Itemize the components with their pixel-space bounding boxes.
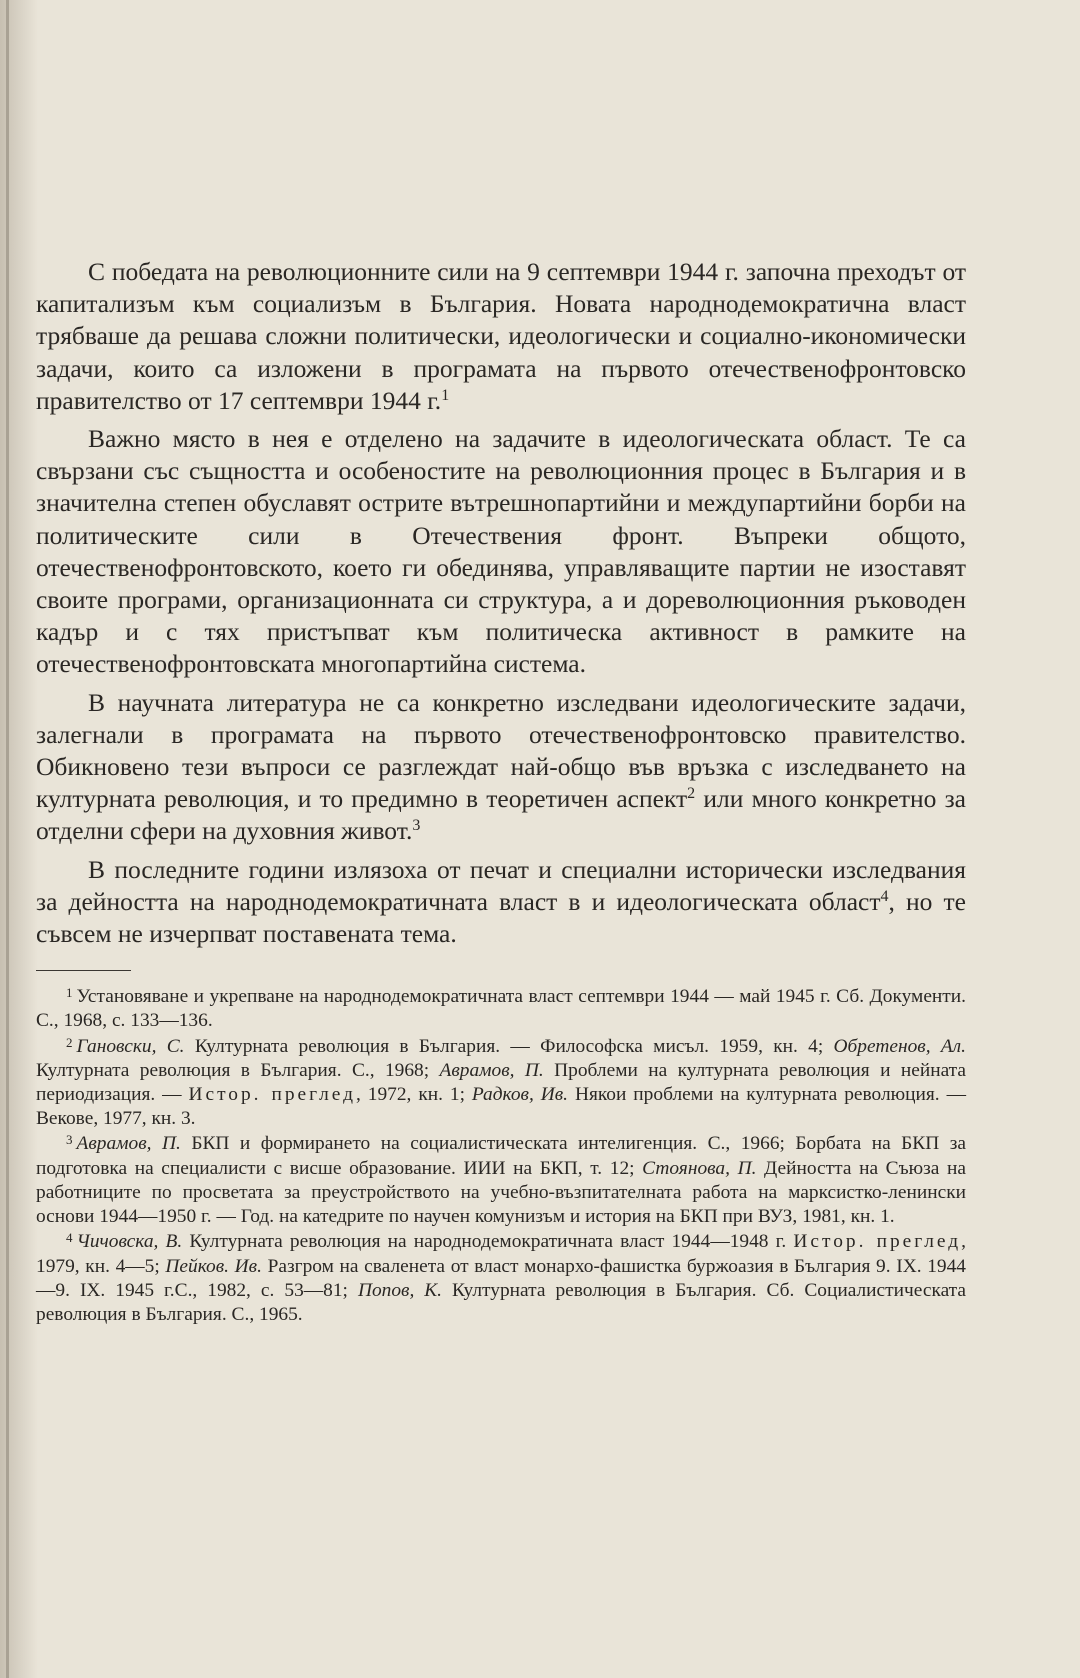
author: Попов, К. — [357, 1279, 443, 1301]
footnote-3: $^3$ Аврамов, П. БКП и формирането на социалистическата интелигенция. С., 1966; Борбата на БКП за подготовка на специалисти с висше образование. ИИИ на БКП, т. 12; Стоянова, П. Дейността на Съюза на работниците по просветата за преустройството на учебно-възпитателната работа на марксистко-ленински основи 1944—1950 г. — Год. на катедрите по научен комунизъм и история на БКП при ВУЗ, 1981, кн. 1. — [36, 1132, 966, 1228]
book-binding-edge — [6, 0, 9, 1678]
journal-title: Истор. преглед — [188, 1084, 356, 1106]
footnote-number-2: 2 — [66, 1034, 73, 1050]
author: Пейков. Ив. — [165, 1255, 262, 1277]
footnote-ref-3[interactable]: 3 — [412, 817, 421, 835]
paragraph-4: В последните години излязоха от печат и специални исторически изследвания за дейността на народнодемократичната власт в и идеологическата област$^4$, но те съвсем не изчерпват поставената тема. — [36, 854, 966, 949]
footnote-1: $^1$ Установяване и укрепване на народнодемократичната власт септември 1944 — май 1945 г. Сб. Документи. С., 1968, с. 133—136. — [36, 985, 966, 1032]
footnote-ref-1[interactable]: 1 — [441, 386, 450, 404]
author: Аврамов, П. — [76, 1133, 181, 1155]
paragraph-3: В научната литература не са конкретно изследвани идеологическите задачи, залегнали в програмата на първото отечественофронтовско правителство. Обикновено тези въпроси се разглеждат най-общо във връзка с изследването на културната революция, и то предимно в теоретичен аспект$^2$ или много конкретно за отделни сфери на духовния живот.$^3$ — [36, 687, 966, 846]
footnotes — [36, 985, 966, 1327]
author: Чичовска, В. — [76, 1231, 183, 1253]
footnote-number-1: 1 — [66, 985, 73, 1001]
footnote-divider — [36, 970, 131, 971]
footnote-number-3: 3 — [66, 1132, 73, 1148]
author: Аврамов, П. — [439, 1059, 544, 1081]
document-page — [36, 256, 966, 1327]
footnote-ref-2[interactable]: 2 — [687, 785, 696, 803]
footnote-number-4: 4 — [66, 1230, 73, 1246]
author: Гановски, С. — [76, 1035, 185, 1057]
footnote-2: $^2$ Гановски, С. Културната революция в България. — Философска мисъл. 1959, кн. 4; Обретенов, Ал. Културната революция в България. С., 1968; Аврамов, П. Проблеми на културната революция и нейната периодизация. — Истор. преглед, 1972, кн. 1; Радков, Ив. Някои проблеми на културната революция. — Векове, 1977, кн. 3. — [36, 1034, 966, 1130]
paragraph-2: Важно място в нея е отделено на задачите в идеологическата област. Те са свързани със същността и особеностите на революционния процес в България и в значителна степен обуславят острите вътрешнопартийни и междупартийни борби на политическите сили в Отечествения фронт. Въпреки общото, отечественофронтовското, което ги обединява, управляващите партии не изоставят своите програми, организационната си структура, а и дореволюционния ръководен кадър и с тях пристъпват към политическа активност в рамките на отечественофронтовската многопартийна система. — [36, 424, 966, 679]
footnote-4: $^4$ Чичовска, В. Културната революция на народнодемократичната власт 1944—1948 г. Истор. преглед, 1979, кн. 4—5; Пейков. Ив. Разгром на сваленета от власт монархо-фашистка буржоазия в България 9. IX. 1944—9. IX. 1945 г.С., 1982, с. 53—81; Попов, К. Културната революция в България. Сб. Социалистическата революция в България. С., 1965. — [36, 1230, 966, 1325]
main-text — [36, 256, 966, 950]
journal-title: Истор. преглед — [793, 1231, 962, 1253]
author: Стоянова, П. — [642, 1157, 757, 1179]
author: Обретенов, Ал. — [833, 1035, 966, 1057]
author: Радков, Ив. — [471, 1084, 569, 1106]
footnote-ref-4[interactable]: 4 — [880, 887, 889, 905]
paragraph-1: С победата на революционните сили на 9 септември 1944 г. започна преходът от капитализъм към социализъм в България. Новата народнодемократична власт трябваше да решава сложни политически, идеологически и социално-икономически задачи, които са изложени в програмата на първото отечественофронтовско правителство от 17 септември 1944 г.$^1$ — [36, 257, 966, 415]
